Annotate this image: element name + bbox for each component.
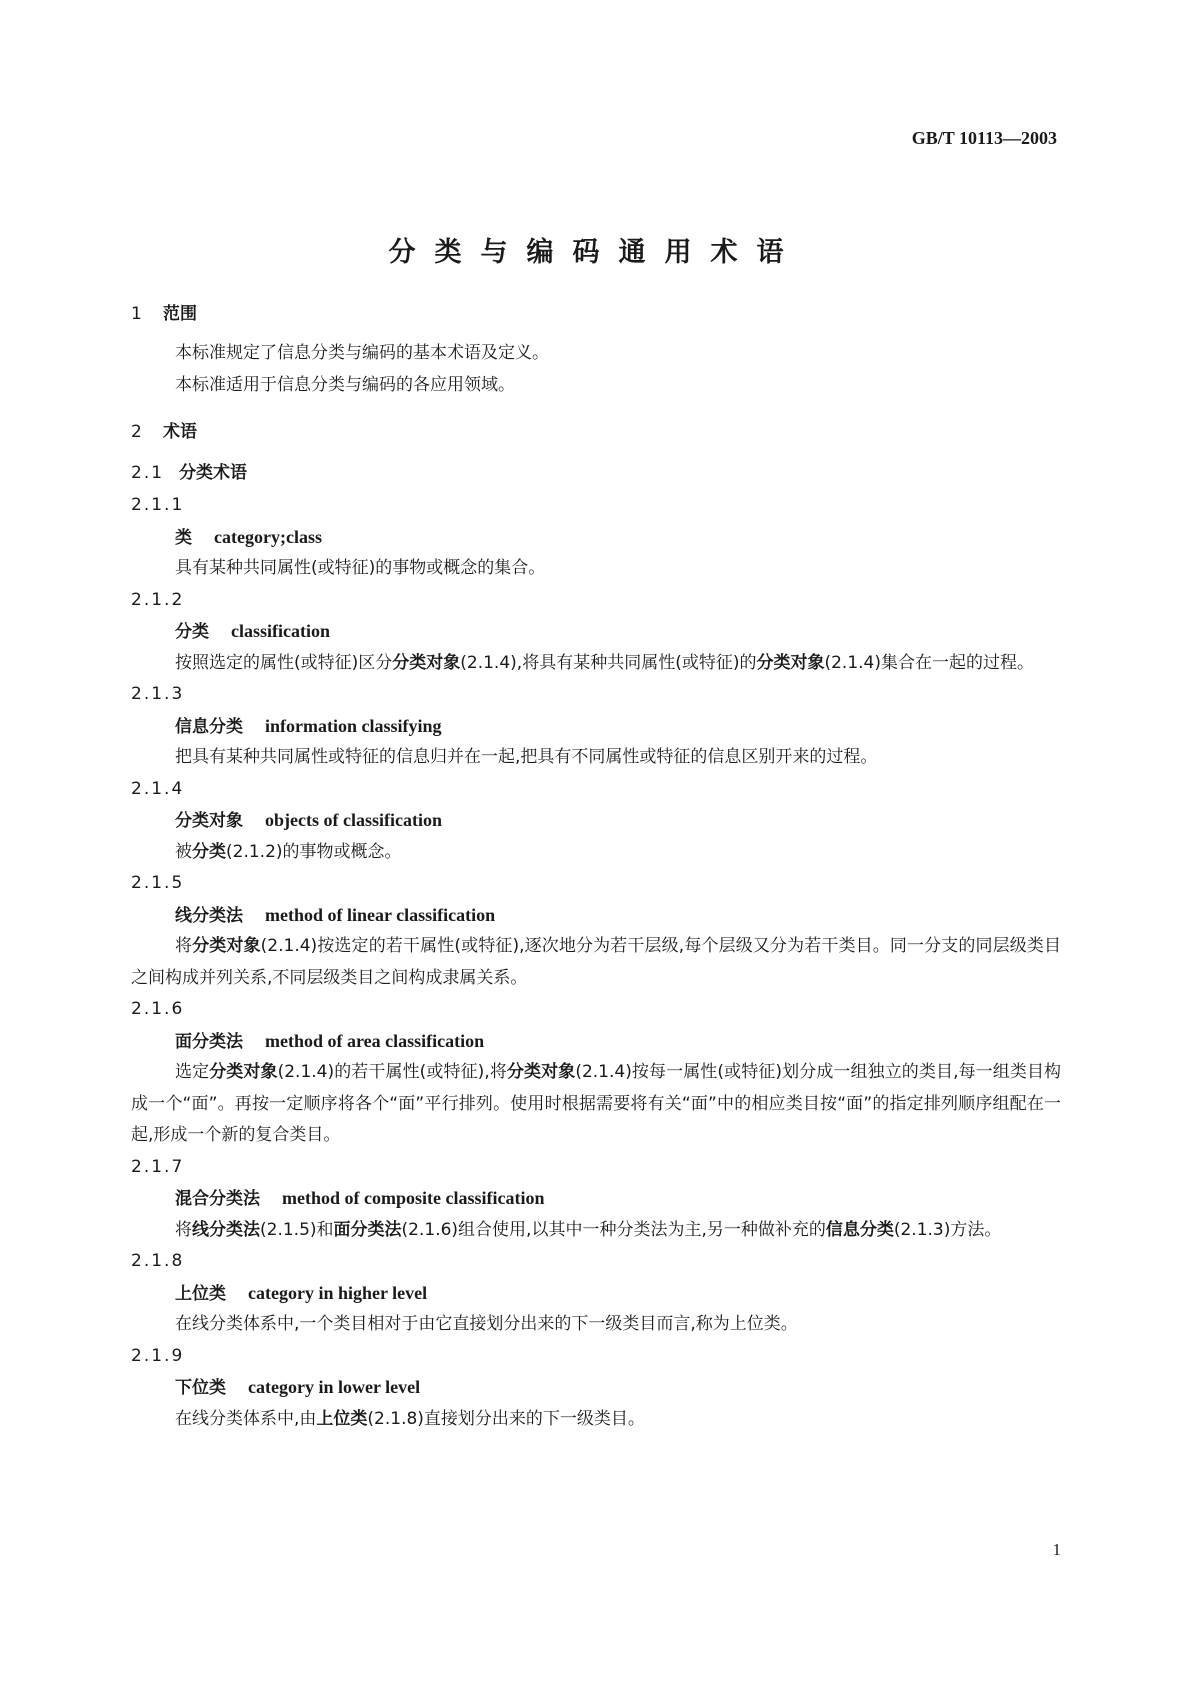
definition-text: 选定	[175, 1062, 210, 1082]
term-definition	[131, 931, 1061, 994]
term-reference: 分类	[192, 841, 226, 862]
definition-text: 将	[175, 1219, 192, 1240]
subsection-heading	[131, 458, 1061, 490]
term-entry	[131, 1246, 1061, 1341]
definition-text: (2.1.2)的事物或概念。	[226, 841, 402, 862]
term-entry	[131, 774, 1061, 869]
section-number: 1	[131, 304, 142, 324]
term-chinese: 类	[175, 527, 192, 548]
definition-text: (2.1.6)组合使用,以其中一种分类法为主,另一种做补充的	[401, 1219, 826, 1240]
section-scope	[131, 292, 1061, 401]
term-definition	[131, 742, 1061, 774]
definition-text: (2.1.4),将具有某种共同属性(或特征)的	[460, 652, 757, 673]
term-number: 2.1.2	[131, 589, 185, 610]
definition-text: 在线分类体系中,由	[175, 1408, 317, 1429]
term-chinese: 分类对象	[175, 811, 243, 831]
term-definition	[131, 1215, 1061, 1247]
term-heading	[131, 1372, 1061, 1404]
term-definition	[131, 648, 1061, 680]
definition-text: (2.1.8)直接划分出来的下一级类目。	[367, 1408, 645, 1429]
document-title: 分类与编码通用术语	[388, 237, 803, 268]
term-definition	[131, 1404, 1061, 1436]
term-english: method of linear classification	[265, 904, 496, 925]
definition-text: (2.1.5)和	[260, 1219, 334, 1240]
definition-text: (2.1.4)按选定的若干属性(或特征),逐次地分为若干层级,每个层级又分为若干类目。同一分支的同层级类目之间构成并列关系,不同层级类目之间构成隶属关系。	[131, 936, 1062, 988]
term-reference: 信息分类	[825, 1219, 894, 1240]
term-number: 2.1.4	[131, 778, 185, 799]
term-chinese: 面分类法	[175, 1031, 243, 1052]
definition-text: 按照选定的属性(或特征)区分	[175, 652, 393, 673]
term-number: 2.1.5	[131, 873, 185, 893]
term-chinese: 信息分类	[175, 716, 243, 737]
section-number: 2	[131, 422, 142, 442]
term-definition	[131, 553, 1061, 585]
definition-text: 将	[175, 936, 193, 956]
subsection-number: 2.1	[131, 463, 165, 483]
definition-text: (2.1.4)集合在一起的过程。	[824, 652, 1034, 673]
term-english: category in higher level	[248, 1282, 428, 1303]
term-reference: 面分类法	[333, 1219, 402, 1240]
term-entry	[131, 585, 1061, 680]
term-chinese: 线分类法	[175, 905, 243, 926]
term-english: classification	[231, 621, 330, 641]
section-terms	[131, 410, 1061, 454]
term-definition	[131, 1309, 1061, 1341]
page-number: 1	[1052, 1540, 1061, 1559]
section-heading	[131, 410, 1061, 454]
standard-code: GB/T 10113—2003	[911, 128, 1057, 148]
term-chinese: 混合分类法	[175, 1189, 260, 1209]
term-reference: 上位类	[316, 1408, 368, 1429]
term-heading	[131, 711, 1061, 743]
term-entry	[131, 994, 1061, 1152]
subsection	[131, 458, 1061, 490]
term-number: 2.1.7	[131, 1156, 185, 1177]
subsection-title: 分类术语	[179, 463, 247, 483]
term-number: 2.1.8	[131, 1251, 185, 1271]
term-reference: 分类对象	[392, 652, 461, 673]
definition-text: 具有某种共同属性(或特征)的事物或概念的集合。	[175, 558, 546, 578]
term-heading	[131, 522, 1061, 554]
term-english: objects of classification	[265, 810, 442, 830]
term-number: 2.1.6	[131, 999, 185, 1019]
definition-text: (2.1.4)按每一属性(或特征)划分成一组独立的类目,每一组类目构成一个“面”。再按一定顺序将各个“面”平行排列。使用时根据需要将有关“面”中的相应类目按“面”的指定排列顺序组配在一起,形成一个新的复合类目。	[131, 1062, 1062, 1145]
definition-text: 在线分类体系中,一个类目相对于由它直接划分出来的下一级类目而言,称为上位类。	[175, 1314, 798, 1334]
term-heading	[131, 900, 1061, 932]
term-heading	[131, 1183, 1061, 1215]
term-reference: 线分类法	[192, 1219, 260, 1240]
term-heading	[131, 1278, 1061, 1310]
definition-text: (2.1.3)方法。	[893, 1219, 1002, 1240]
term-entry	[131, 1341, 1061, 1436]
term-english: category in lower level	[248, 1377, 421, 1397]
term-definition	[131, 1057, 1061, 1152]
definition-text: 被	[175, 841, 192, 862]
term-reference: 分类对象	[756, 652, 825, 673]
section-title: 术语	[163, 422, 197, 442]
term-number: 2.1.3	[131, 684, 185, 704]
term-english: method of composite classification	[282, 1188, 545, 1208]
paragraph: 本标准规定了信息分类与编码的基本术语及定义。	[175, 343, 549, 363]
term-heading	[131, 805, 1061, 837]
definition-text: (2.1.4)的若干属性(或特征),将	[277, 1062, 507, 1082]
term-reference: 分类对象	[506, 1062, 576, 1082]
section-heading	[131, 292, 1061, 336]
term-entry	[131, 868, 1061, 994]
term-entry	[131, 490, 1061, 585]
term-list	[131, 490, 1061, 1435]
term-chinese: 下位类	[175, 1378, 226, 1398]
term-definition	[131, 837, 1061, 869]
definition-text: 把具有某种共同属性或特征的信息归并在一起,把具有不同属性或特征的信息区别开来的过程。	[175, 747, 878, 767]
term-entry	[131, 679, 1061, 774]
term-english: category;class	[214, 526, 322, 547]
term-english: information classifying	[265, 715, 442, 736]
term-number: 2.1.1	[131, 495, 185, 515]
paragraph: 本标准适用于信息分类与编码的各应用领域。	[175, 374, 515, 395]
section-title: 范围	[163, 304, 197, 324]
term-reference: 分类对象	[192, 936, 261, 956]
term-number: 2.1.9	[131, 1345, 185, 1366]
term-chinese: 分类	[175, 622, 209, 642]
term-heading	[131, 616, 1061, 648]
term-heading	[131, 1026, 1061, 1058]
term-chinese: 上位类	[175, 1283, 226, 1304]
term-english: method of area classification	[265, 1030, 485, 1051]
term-entry	[131, 1152, 1061, 1247]
term-reference: 分类对象	[209, 1062, 278, 1082]
